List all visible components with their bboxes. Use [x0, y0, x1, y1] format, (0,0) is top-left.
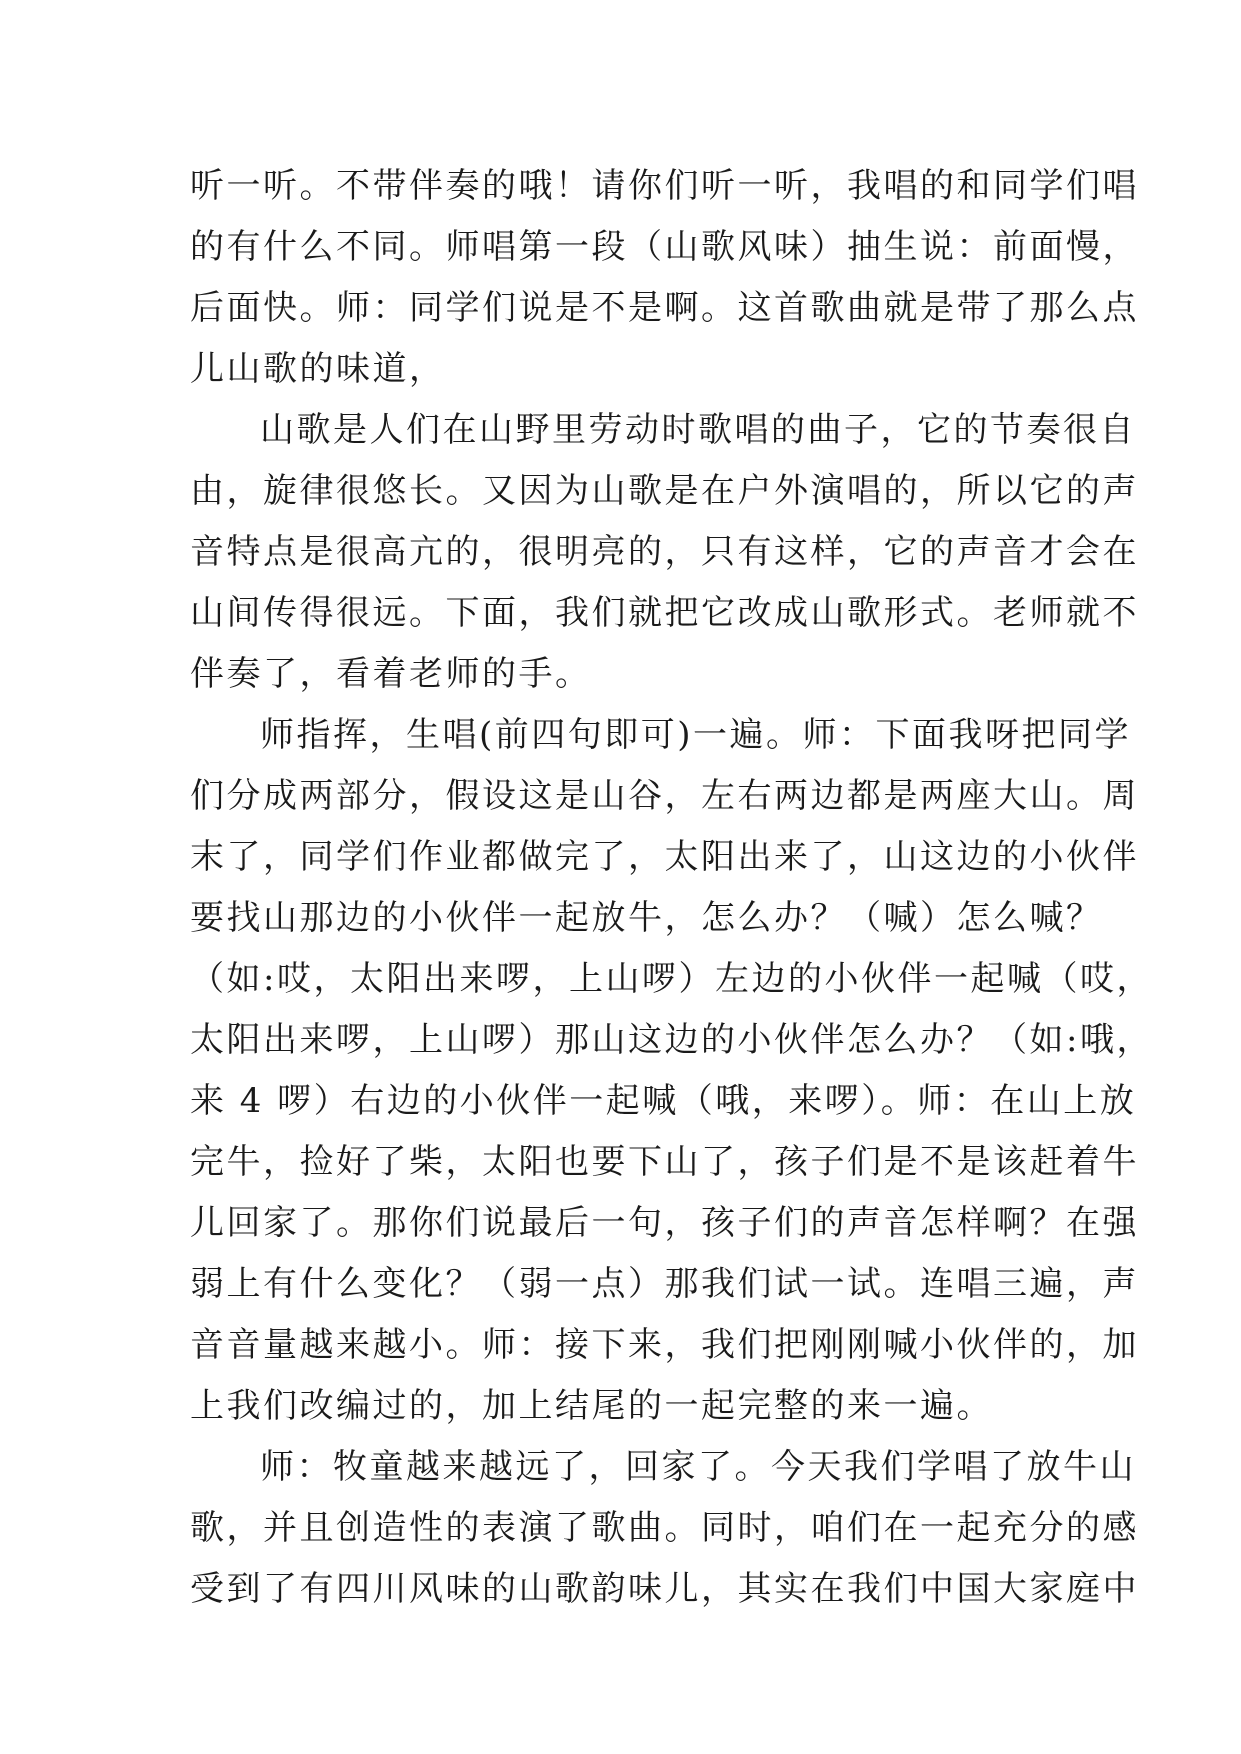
text-line: 上我们改编过的，加上结尾的一起完整的来一遍。: [190, 1386, 993, 1426]
text-line: 山间传得很远。下面，我们就把它改成山歌形式。老师就不: [190, 593, 1139, 633]
text-line: 师：牧童越来越远了，回家了。今天我们学唱了放牛山: [260, 1447, 1136, 1487]
text-line: 儿回家了。那你们说最后一句，孩子们的声音怎样啊？在强: [190, 1203, 1139, 1243]
text-line: 完牛，捡好了柴，太阳也要下山了，孩子们是不是该赶着牛: [190, 1142, 1139, 1182]
text-line: 音特点是很高亢的，很明亮的，只有这样，它的声音才会在: [190, 532, 1139, 572]
paragraph: [190, 400, 1139, 705]
text-line: 受到了有四川风味的山歌韵味儿，其实在我们中国大家庭中: [190, 1569, 1139, 1609]
text-line: 歌，并且创造性的表演了歌曲。同时，咱们在一起充分的感: [190, 1508, 1139, 1548]
text-line: 师指挥，生唱(前四句即可)一遍。师：下面我呀把同学: [260, 715, 1132, 755]
paragraph: [190, 705, 1153, 1437]
text-line: （如:哎，太阳出来啰，上山啰）左边的小伙伴一起喊（哎，: [190, 959, 1153, 999]
text-line: 由，旋律很悠长。又因为山歌是在户外演唱的，所以它的声: [190, 471, 1139, 511]
text-line: 儿山歌的味道，: [190, 349, 446, 389]
text-line: 要找山那边的小伙伴一起放牛，怎么办？（喊）怎么喊？: [190, 898, 1103, 938]
text-line: 们分成两部分，假设这是山谷，左右两边都是两座大山。周: [190, 776, 1139, 816]
text-line: 太阳出来啰，上山啰）那山这边的小伙伴怎么办？（如:哦，: [190, 1020, 1153, 1060]
document-body: [190, 156, 1153, 1620]
text-line: 末了，同学们作业都做完了，太阳出来了，山这边的小伙伴: [190, 837, 1139, 877]
text-line: 伴奏了，看着老师的手。: [190, 654, 592, 694]
text-line: 来 4 啰）右边的小伙伴一起喊（哦，来啰）。师：在山上放: [190, 1081, 1137, 1121]
text-line: 音音量越来越小。师：接下来，我们把刚刚喊小伙伴的，加: [190, 1325, 1139, 1365]
text-line: 弱上有什么变化？（弱一点）那我们试一试。连唱三遍，声: [190, 1264, 1139, 1304]
paragraph: [190, 1437, 1139, 1620]
text-line: 后面快。师：同学们说是不是啊。这首歌曲就是带了那么点: [190, 288, 1139, 328]
paragraph: [190, 156, 1139, 400]
text-line: 山歌是人们在山野里劳动时歌唱的曲子，它的节奏很自: [260, 410, 1136, 450]
text-line: 听一听。不带伴奏的哦！请你们听一听，我唱的和同学们唱: [190, 166, 1139, 206]
text-line: 的有什么不同。师唱第一段（山歌风味）抽生说：前面慢，: [190, 227, 1139, 267]
